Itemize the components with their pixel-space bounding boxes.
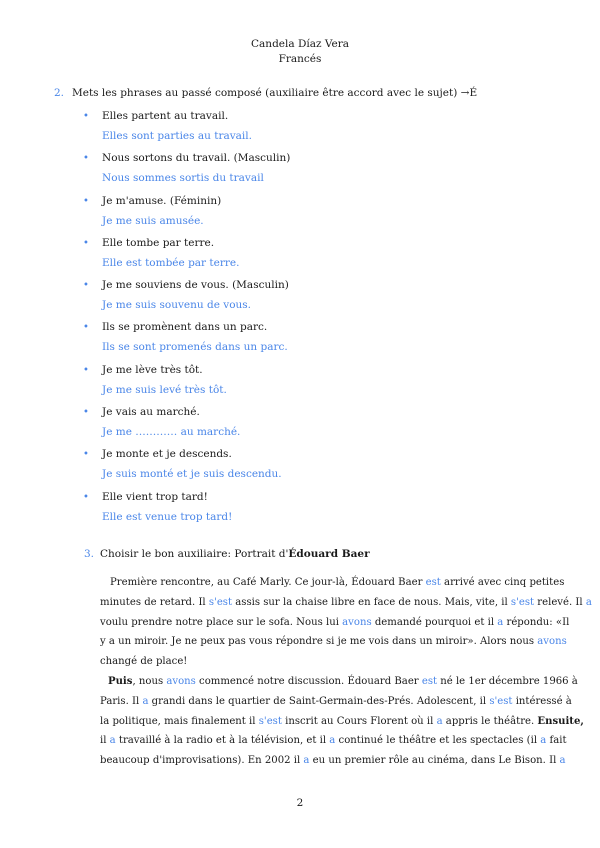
auxiliary-answer: a [329, 735, 336, 747]
auxiliary-answer: avons [537, 636, 567, 648]
exercise-question: Elle tombe par terre. [102, 236, 215, 249]
exercise-item [84, 490, 544, 532]
exercise-3-title-name: Édouard Baer [288, 548, 370, 560]
auxiliary-answer: avons [342, 616, 372, 628]
bullet-icon: • [83, 195, 89, 207]
exercise-2-number: 2. [54, 87, 65, 99]
text-segment: assis sur la chaise libre en face de nous. Mais, vite, il [232, 596, 511, 608]
exercise-question: Elle vient trop tard! [102, 490, 208, 503]
text-segment: changé de place! [100, 656, 188, 668]
text-segment: inscrit au Cours Florent où il [281, 715, 437, 727]
exercise-answer: Elle est tombée par terre. [102, 256, 240, 269]
exercise-answer: Elles sont parties au travail. [102, 130, 252, 142]
exercise-item [84, 405, 544, 447]
subject-name: Francés [278, 53, 322, 65]
auxiliary-answer: a [303, 755, 310, 767]
auxiliary-answer: s'est [489, 695, 513, 707]
exercise-2-heading [54, 87, 477, 99]
text-segment: intéressé à [512, 695, 572, 707]
exercise-item [84, 236, 544, 278]
text-segment: beaucoup d'improvisations). En 2002 il [100, 755, 304, 767]
auxiliary-answer: a [142, 695, 149, 707]
text-line [100, 712, 584, 732]
exercise-question: Nous sortons du travail. (Masculin) [102, 152, 291, 165]
author-name: Candela Díaz Vera [251, 38, 349, 50]
page-number: 2 [296, 797, 304, 809]
text-segment: voulu prendre notre place sur le sofa. Nous lui [100, 616, 343, 628]
exercise-question: Je me souviens de vous. (Masculin) [102, 279, 289, 292]
auxiliary-answer: a [540, 735, 547, 747]
text-segment: continué le théâtre et les spectacles (il [335, 735, 541, 747]
bullet-icon: • [83, 111, 89, 122]
exercise-question: Je m'amuse. (Féminin) [102, 194, 222, 207]
exercise-item [84, 363, 544, 405]
exercise-question: Elles partent au travail. [102, 110, 229, 122]
auxiliary-answer: avons [166, 675, 196, 687]
exercise-question: Ils se promènent dans un parc. [102, 321, 268, 334]
bullet-icon: • [83, 153, 89, 165]
exercise-question: Je me lève très tôt. [102, 363, 203, 376]
exercise-3-number: 3. [84, 548, 95, 560]
text-segment: appris le théâtre. [442, 715, 538, 727]
bullet-icon: • [83, 364, 89, 376]
bullet-icon: • [83, 449, 89, 461]
auxiliary-answer: s'est [208, 596, 233, 608]
bullet-icon: • [83, 322, 89, 334]
auxiliary-answer: est [421, 675, 438, 687]
bullet-icon: • [83, 491, 89, 503]
text-segment: Paris. Il [100, 695, 143, 707]
text-segment: Première rencontre, au Café Marly. Ce jour-là, Édouard Baer [110, 577, 426, 588]
bold-connector: Puis [108, 675, 133, 687]
text-line [100, 632, 567, 652]
text-segment: minutes de retard. Il [100, 596, 209, 608]
auxiliary-answer: a [585, 596, 592, 608]
auxiliary-answer: s'est [510, 596, 535, 608]
auxiliary-answer: s'est [258, 715, 282, 727]
text-line [100, 613, 570, 633]
text-segment: fait [546, 735, 567, 747]
text-segment: demandé pourquoi et il [371, 616, 498, 628]
text-segment: relevé. Il [534, 596, 586, 608]
bullet-icon: • [83, 237, 89, 249]
document-header [0, 37, 600, 67]
text-line [100, 593, 592, 613]
text-line [100, 652, 538, 672]
exercise-answer: Nous sommes sortis du travail [102, 172, 264, 185]
bullet-icon: • [83, 280, 89, 292]
exercise-item [84, 151, 544, 193]
exercise-item [84, 278, 544, 320]
text-segment: y a un miroir. Je ne peux pas vous répondre si je me vois dans un miroir». Alors nous [100, 636, 538, 648]
exercise-answer: Je me suis amusée. [102, 214, 204, 227]
exercise-3-heading [84, 548, 370, 560]
bold-connector: Ensuite, [537, 715, 584, 727]
exercise-3-title-prefix: Choisir le bon auxiliaire: Portrait d' [100, 548, 289, 560]
portrait-text [100, 573, 592, 771]
exercise-answer: Elle est venue trop tard! [102, 510, 233, 523]
exercise-item [84, 109, 544, 151]
auxiliary-answer: a [559, 755, 566, 767]
text-segment: la politique, mais finalement il [100, 715, 259, 727]
text-line [100, 751, 566, 771]
text-line [100, 692, 572, 712]
exercise-2-instruction: Mets les phrases au passé composé (auxiliaire être accord avec le sujet) →É [72, 87, 478, 99]
auxiliary-answer: est [425, 577, 441, 588]
text-segment: eu un premier rôle au cinéma, dans Le Bison. Il [309, 755, 560, 767]
auxiliary-answer: a [109, 735, 116, 747]
text-line [100, 672, 578, 692]
exercise-answer: Je me ………… au marché. [102, 426, 241, 439]
text-segment: répondu: «Il [503, 616, 570, 628]
exercise-item [84, 447, 544, 489]
exercise-2-list [84, 109, 544, 532]
text-segment: grandi dans le quartier de Saint-Germain-des-Prés. Adolescent, il [148, 695, 490, 707]
exercise-answer: Ils se sont promenés dans un parc. [102, 341, 288, 354]
text-line [100, 731, 567, 751]
exercise-answer: Je me suis souvenu de vous. [102, 299, 251, 312]
auxiliary-answer: a [497, 616, 504, 628]
exercise-question: Je vais au marché. [102, 406, 200, 419]
bullet-icon: • [83, 407, 89, 419]
exercise-question: Je monte et je descends. [102, 448, 232, 461]
text-segment: travaillé à la radio et à la télévision, et il [115, 735, 330, 747]
auxiliary-answer: a [436, 715, 443, 727]
exercise-answer: Je me suis levé très tôt. [102, 383, 227, 396]
text-line [100, 573, 565, 593]
exercise-answer: Je suis monté et je suis descendu. [102, 468, 282, 481]
text-segment: arrivé avec cinq petites [440, 577, 565, 588]
text-segment: il [100, 735, 110, 747]
exercise-item [84, 194, 544, 236]
exercise-item [84, 320, 544, 362]
text-segment: , nous [132, 675, 167, 687]
text-segment: né le 1er décembre 1966 à [437, 675, 578, 687]
text-segment: commencé notre discussion. Édouard Baer [195, 675, 422, 687]
